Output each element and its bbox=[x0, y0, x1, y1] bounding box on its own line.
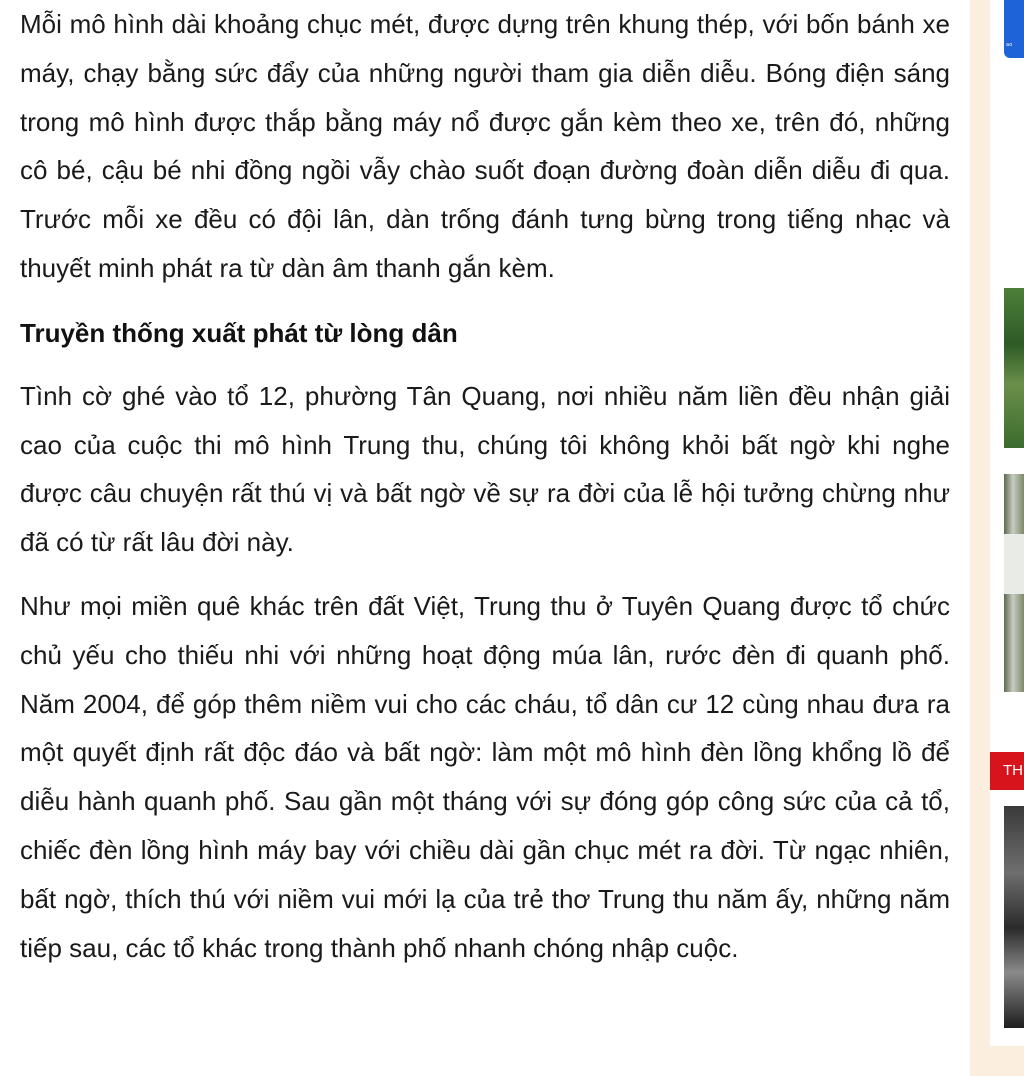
ad-caption: ao bbox=[1006, 42, 1013, 48]
article-paragraph: Tình cờ ghé vào tổ 12, phường Tân Quang, nơi nhiều năm liền đều nhận giải cao của cuộc thi mô hình Trung thu, chúng tôi không khỏi bất ngờ khi nghe được câu chuyện rất thú vị và bất ngờ về sự ra đời của lễ hội tưởng chừng như đã có từ rất lâu đời này. bbox=[20, 380, 950, 558]
thumbnail-detail bbox=[1004, 534, 1024, 594]
sidebar-thumbnail-image[interactable] bbox=[1004, 474, 1024, 692]
section-heading: Truyền thống xuất phát từ lòng dân bbox=[20, 317, 458, 348]
sidebar-ad-thumbnail[interactable] bbox=[1004, 0, 1024, 58]
article-paragraph: Như mọi miền quê khác trên đất Việt, Trung thu ở Tuyên Quang được tổ chức chủ yếu cho thiếu nhi với những hoạt động múa lân, rước đèn đi quanh phố. Năm 2004, để góp thêm niềm vui cho các cháu, tổ dân cư 12 cùng nhau đưa ra một quyết định rất độc đáo và bất ngờ: làm một mô hình đèn lồng khổng lồ để diễu hành quanh phố. Sau gần một tháng với sự đóng góp công sức của cả tổ, chiếc đèn lồng hình máy bay với chiều dài gần chục mét ra đời. Từ ngạc nhiên, bất ngờ, thích thú với niềm vui mới lạ của trẻ thơ Trung thu năm ấy, những năm tiếp sau, các tổ khác trong thành phố nhanh chóng nhập cuộc. bbox=[20, 590, 950, 963]
article-body bbox=[20, 0, 950, 972]
article-paragraph: Mỗi mô hình dài khoảng chục mét, được dựng trên khung thép, với bốn bánh xe máy, chạy bằng sức đẩy của những người tham gia diễn diễu. Bóng điện sáng trong mô hình được thắp bằng máy nổ được gắn kèm theo xe, trên đó, những cô bé, cậu bé nhi đồng ngồi vẫy chào suốt đoạn đường đoàn diễn diễu đi qua. Trước mỗi xe đều có đội lân, dàn trống đánh tưng bừng trong tiếng nhạc và thuyết minh phát ra từ dàn âm thanh gắn kèm. bbox=[20, 9, 950, 283]
sidebar-thumbnail-image[interactable] bbox=[1004, 288, 1024, 448]
sidebar-thumbnail-image[interactable] bbox=[1004, 806, 1024, 1028]
sidebar-category-tag[interactable]: TH bbox=[990, 752, 1024, 790]
